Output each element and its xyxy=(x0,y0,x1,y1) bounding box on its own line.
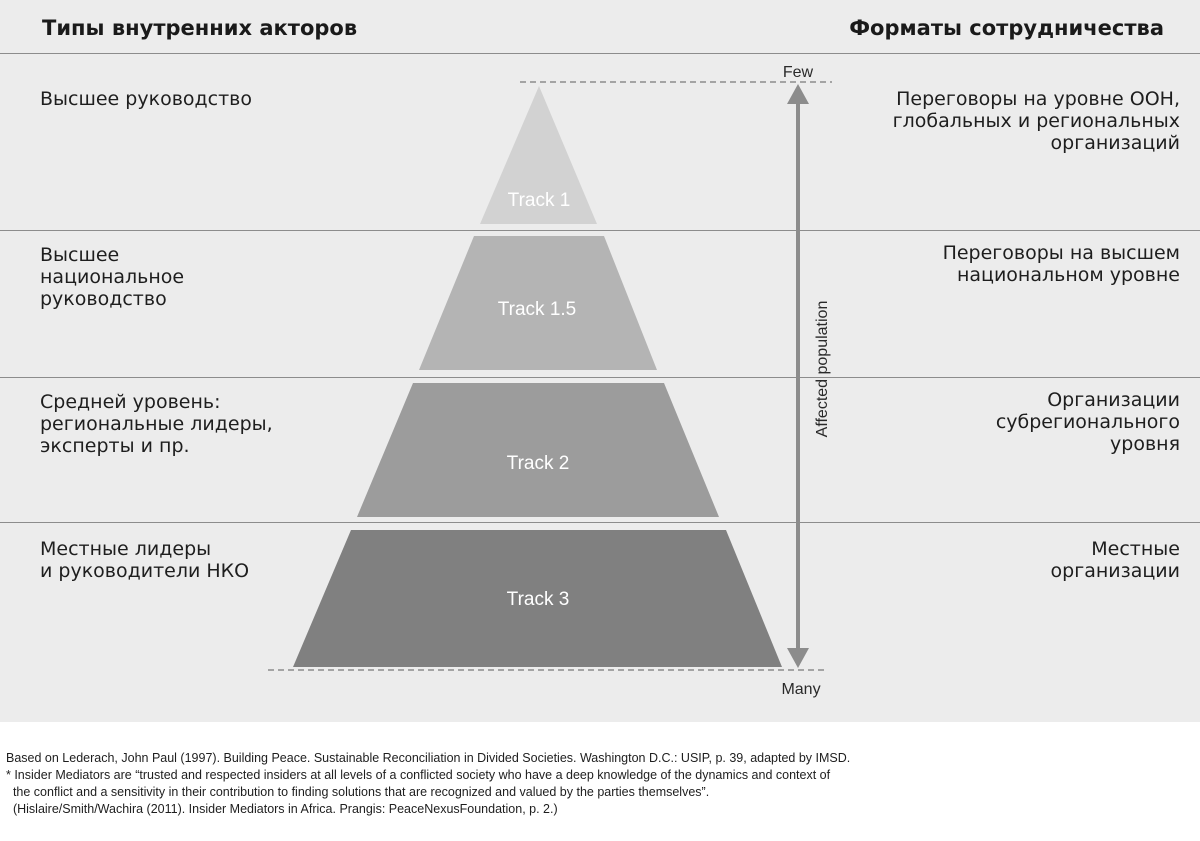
format-label-track-2: Организации субрегионального уровня xyxy=(995,389,1180,455)
track-label-3: Track 3 xyxy=(506,589,570,610)
axis-label: Affected population xyxy=(814,300,831,438)
format-label-track-3: Местные организации xyxy=(1050,538,1180,582)
source-footnote xyxy=(6,750,1186,818)
track-label-1-5: Track 1.5 xyxy=(497,299,577,320)
footnote-source: Based on Lederach, John Paul (1997). Building Peace. Sustainable Reconciliation in Divided Societies. Washington D.C.: USIP, p. 39, adapted by IMSD. xyxy=(6,751,851,765)
pyramid-segment-track-2 xyxy=(357,383,719,517)
footnote-line-3: (Hislaire/Smith/Wachira (2011). Insider Mediators in Africa. Prangis: PeaceNexusFoundation, p. 2.) xyxy=(6,802,558,816)
actor-label-track-1-5: Высшее национальное руководство xyxy=(40,244,185,310)
track-label-1: Track 1 xyxy=(507,190,571,211)
actor-label-track-3: Местные лидеры и руководители НКО xyxy=(40,538,250,582)
actor-label-track-1: Высшее руководство xyxy=(40,88,252,110)
axis-top-label: Few xyxy=(782,64,814,81)
right-column-title: Форматы сотрудничества xyxy=(849,16,1164,40)
track-label-2: Track 2 xyxy=(506,453,570,474)
format-label-track-1: Переговоры на уровне ООН, глобальных и региональных организаций xyxy=(892,88,1180,154)
footnote-line-1: * Insider Mediators are “trusted and respected insiders at all levels of a conflicted society who have a deep knowledge of the dynamics and context of xyxy=(6,768,831,782)
footnote-line-2: the conflict and a sensitivity in their contribution to finding solutions that are recognized and valued by the parties themselves”. xyxy=(6,785,710,799)
axis-bottom-label: Many xyxy=(781,681,821,698)
axis-arrow-up-head xyxy=(787,84,809,104)
axis-arrow-down-head xyxy=(787,648,809,668)
left-column-title: Типы внутренних акторов xyxy=(42,16,358,40)
format-label-track-1-5: Переговоры на высшем национальном уровне xyxy=(942,242,1180,286)
actor-label-track-2: Средней уровень: региональные лидеры, эксперты и пр. xyxy=(40,391,273,457)
